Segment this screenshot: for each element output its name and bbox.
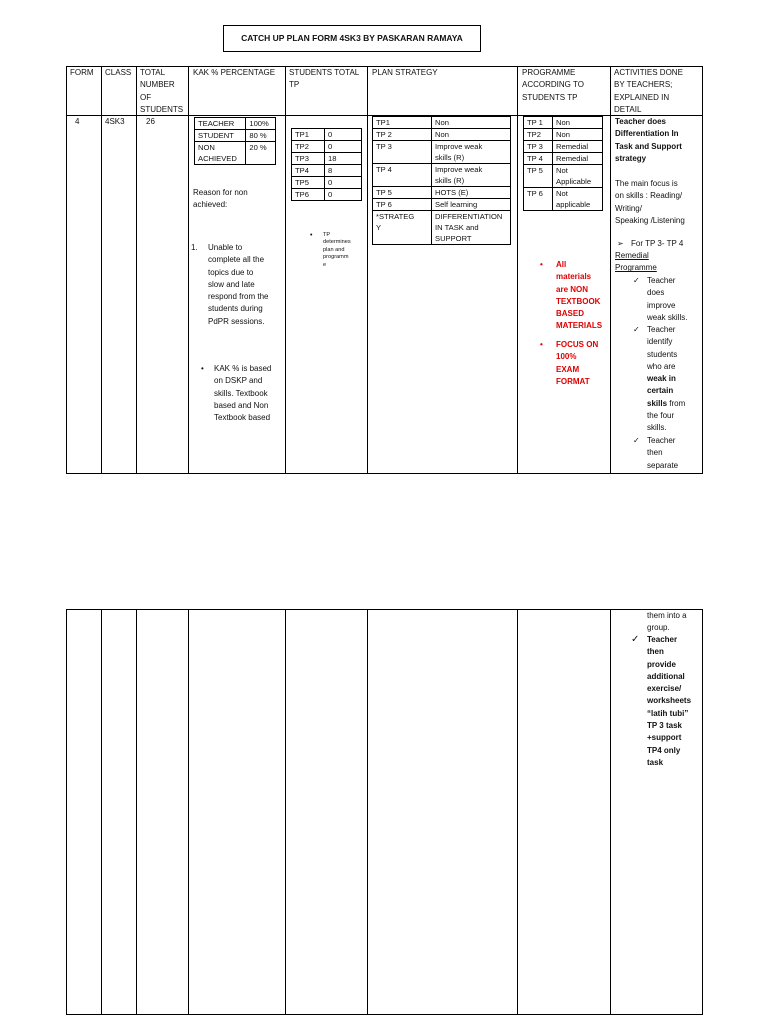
prog-cell-line2: Applicable (556, 177, 592, 186)
bullet-icon: • (540, 260, 543, 269)
activities-arrow-item: For TP 3- TP 4 (631, 239, 684, 248)
activities-check-4: Teacher then provide additional exercise/ worksheets “latih tubi” TP 3 task +support TP4 only task (647, 635, 692, 767)
plan-cell-line1: *STRATEG (376, 212, 415, 221)
col-divider (136, 609, 137, 1015)
header-kak: KAK % PERCENTAGE (193, 68, 276, 77)
kak-row: ACHIEVED (195, 153, 276, 165)
programme-row: TP 1 Non (524, 117, 603, 129)
plan-cell-line2: Y (376, 223, 382, 232)
bullet-icon: • (201, 364, 204, 373)
programme-row: TP 3 Remedial (524, 141, 603, 153)
bullet-icon: • (540, 340, 543, 349)
col-divider (101, 66, 102, 474)
tp-row: TP3 18 (292, 153, 362, 165)
activities-check-1: Teacher does improve weak skills. (647, 276, 688, 322)
plan-cell-line3: SUPPORT (435, 234, 472, 243)
plan-cell-line1: Improve weak (435, 165, 483, 174)
tp-row: TP6 0 (292, 189, 362, 201)
programme-bullet-1: All materials are NON TEXTBOOK BASED MATERIALS (556, 260, 603, 331)
tp-row: TP5 0 (292, 177, 362, 189)
plan-row (373, 211, 511, 245)
programme-table (523, 116, 603, 211)
col-divider (367, 609, 368, 1015)
plan-cell-line1: Improve weak (435, 142, 483, 151)
plan-row: TP1 Non (373, 117, 511, 129)
tp-note: TP determines plan and programm e (323, 232, 351, 268)
col-divider (285, 66, 286, 474)
col-divider (367, 66, 368, 474)
col-divider (610, 609, 611, 1015)
plan-cell-line1: DIFFERENTIATION (435, 212, 503, 221)
prog-cell-line1: Not (556, 189, 568, 198)
kak-row: NON 20 % (195, 142, 276, 154)
col-divider (136, 66, 137, 474)
kak-reason-text: Unable to complete all the topics due to slow and late respond from the students during PdPR sessions. (208, 243, 269, 326)
activities-heading: Teacher does Differentiation In Task and Support strategy (615, 117, 682, 163)
plan-cell-line2: skills (R) (435, 153, 465, 162)
kak-row: STUDENT 80 % (195, 130, 276, 142)
col-divider (517, 66, 518, 474)
check-icon: ✓ (631, 634, 640, 645)
header-programme: PROGRAMME ACCORDING TO STUDENTS TP (522, 68, 584, 102)
activities-continued: them into a group. (647, 611, 687, 633)
activities-check-2: Teacher identify students who are weak in certain skills from the four skills. (647, 325, 686, 433)
kak-table (194, 117, 276, 165)
plan-row: TP 4 Improve weak skills (R) (373, 164, 511, 187)
cell-form: 4 (75, 117, 80, 126)
remedial-programme-label: Remedial Programme (615, 251, 657, 273)
programme-bullet-2: FOCUS ON 100% EXAM FORMAT (556, 340, 599, 386)
tp-row: TP1 0 (292, 129, 362, 141)
cell-class: 4SK3 (105, 117, 125, 126)
col-divider (188, 66, 189, 474)
page-title: CATCH UP PLAN FORM 4SK3 BY PASKARAN RAMAYA (223, 25, 481, 52)
kak-bullet-text: KAK % is based on DSKP and skills. Textbook based and Non Textbook based (214, 364, 272, 423)
header-activities: ACTIVITIES DONE BY TEACHERS; EXPLAINED IN DETAIL (614, 68, 683, 114)
main-table-bottom (66, 609, 703, 1015)
header-students-tp: STUDENTS TOTAL TP (289, 68, 360, 90)
plan-row: TP 6 Self learning (373, 199, 511, 211)
col-divider (101, 609, 102, 1015)
prog-cell-line2: applicable (556, 200, 591, 209)
col-divider (188, 609, 189, 1015)
check-icon: ✓ (633, 436, 640, 445)
programme-row: TP 5 Not Applicable (524, 165, 603, 188)
bullet-icon: • (310, 232, 313, 239)
check-icon: ✓ (633, 325, 640, 334)
activities-check-3: Teacher then separate (647, 436, 679, 470)
tp-row: TP2 0 (292, 141, 362, 153)
header-class: CLASS (105, 68, 132, 77)
kak-row: TEACHER 100% (195, 118, 276, 130)
programme-row: TP 4 Remedial (524, 153, 603, 165)
col-divider (610, 66, 611, 474)
header-plan: PLAN STRATEGY (372, 68, 438, 77)
cell-total: 26 (146, 117, 155, 126)
plan-table (372, 116, 511, 245)
activities-focus: The main focus is on skills : Reading/ Writing/ Speaking /Listening (615, 179, 685, 225)
plan-row: TP 2 Non (373, 129, 511, 141)
programme-row: TP 6 Not applicable (524, 188, 603, 211)
plan-row: TP 5 HOTS (E) (373, 187, 511, 199)
col-divider (285, 609, 286, 1015)
header-total: TOTAL NUMBER OF STUDENTS (140, 68, 184, 114)
header-form: FORM (70, 68, 94, 77)
plan-cell-line2: skills (R) (435, 176, 465, 185)
prog-cell-line1: Not (556, 166, 568, 175)
tp-table (291, 128, 362, 201)
plan-row: TP 3 Improve weak skills (R) (373, 141, 511, 164)
tp-row: TP4 8 (292, 165, 362, 177)
kak-reason-heading: Reason for non achieved: (193, 188, 248, 210)
plan-cell-line2: IN TASK and (435, 223, 479, 232)
arrow-bullet-icon: ➢ (617, 239, 624, 248)
programme-row: TP2 Non (524, 129, 603, 141)
check-icon: ✓ (633, 276, 640, 285)
col-divider (517, 609, 518, 1015)
kak-reason-number: 1. (191, 243, 198, 252)
